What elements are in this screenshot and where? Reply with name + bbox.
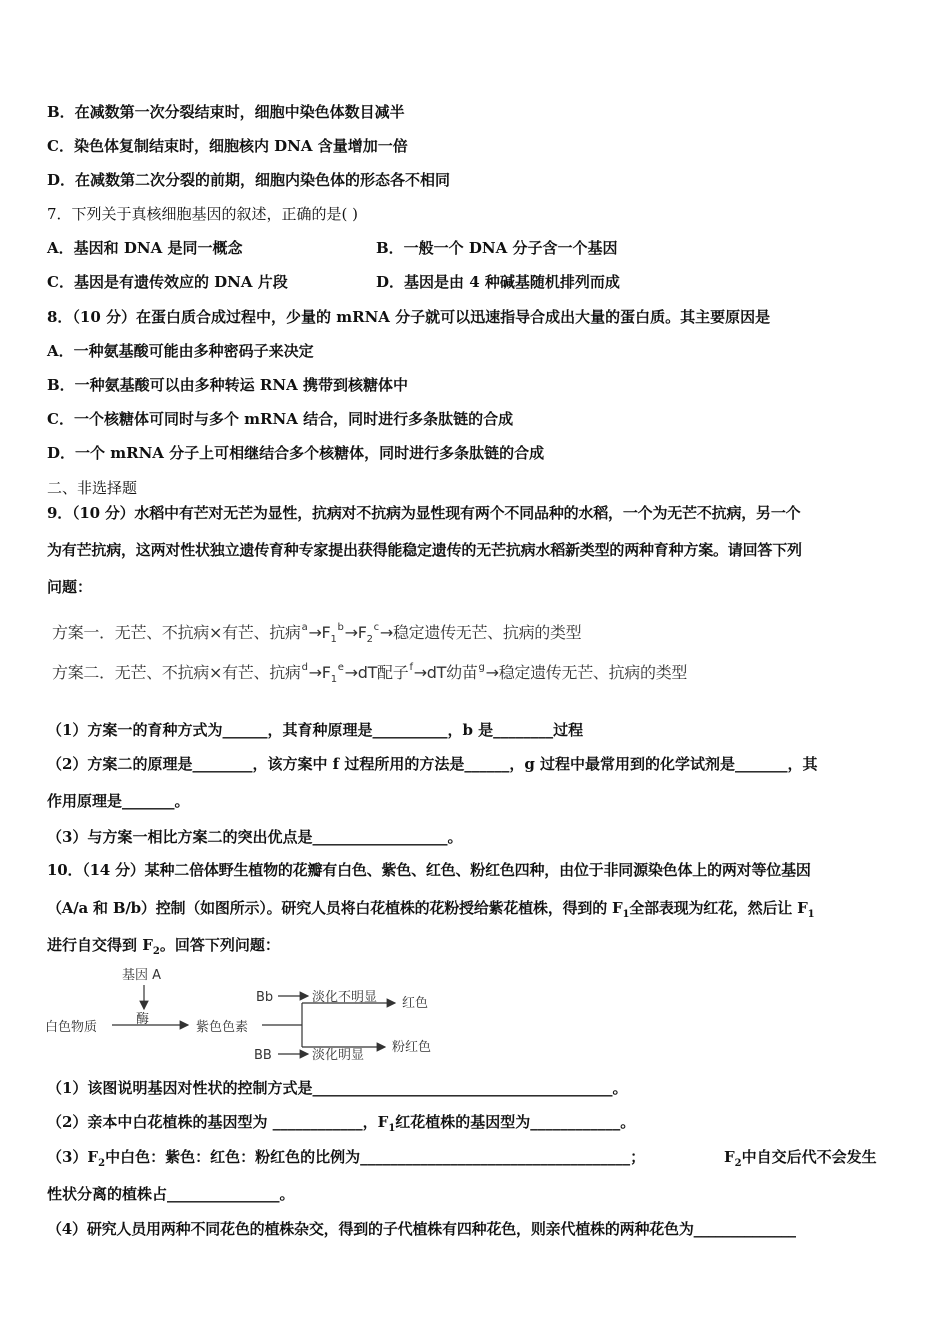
label-bb-het: Bb [256, 990, 274, 1005]
q8-option-a: A．一种氨基酸可能由多种密码子来决定 [47, 342, 314, 360]
q9-scheme-2: 方案二．无芒、不抗病×有芒、抗病$^d\to F_1^e\to dT$配子$^f$→dT幼苗$^g$→稳定遗传无芒、抗病的类型 [52, 662, 688, 685]
option-d-prev: D．在减数第二次分裂的前期，细胞内染色体的形态各不相同 [47, 171, 451, 189]
q7-option-c: C．基因是有遗传效应的 DNA 片段 [47, 273, 288, 291]
label-white-substance: 白色物质 [45, 1020, 98, 1035]
label-purple-pigment: 紫色色素 [196, 1020, 249, 1035]
label-light-clear: 淡化明显 [312, 1048, 365, 1063]
q8-stem: 8．（10 分）在蛋白质合成过程中，少量的 mRNA 分子就可以迅速指导合成出大量的蛋白质。其主要原因是 [47, 308, 771, 326]
q10-sub-2: （2）亲本中白花植株的基因型为 ____________，$F_1$红花植株的基因型为____________。 [47, 1113, 636, 1134]
label-light-unclear: 淡化不明显 [312, 990, 378, 1005]
label-enzyme: 酶 [136, 1012, 150, 1027]
q9-sub-3: （3）与方案一相比方案二的突出优点是__________________。 [47, 828, 463, 846]
q8-option-d: D．一个 mRNA 分子上可相继结合多个核糖体，同时进行多条肽链的合成 [47, 444, 545, 462]
q9-sub-2a: （2）方案二的原理是________，该方案中 f 过程所用的方法是______，g 过程中最常用到的化学试剂是_______，其 [47, 755, 818, 773]
q8-option-b: B．一种氨基酸可以由多种转运 RNA 携带到核糖体中 [47, 376, 408, 394]
q10-line-3: 进行自交得到 $F_2$。回答下列问题： [47, 936, 280, 957]
q10-line-1: 10．（14 分）某种二倍体野生植物的花瓣有白色、紫色、红色、粉红色四种，由位于非同源染色体上的两对等位基因 [47, 861, 811, 879]
q7-option-a: A．基因和 DNA 是同一概念 [47, 239, 243, 257]
label-gene-a: 基因 A [122, 968, 162, 983]
q10-sub-3-right: $F_2$中自交后代不会发生 [724, 1148, 877, 1169]
q10-sub-4: （4）研究人员用两种不同花色的植株杂交，得到的子代植株有四种花色，则亲代植株的两种花色为______________ [47, 1220, 796, 1238]
label-bb-hom: BB [254, 1048, 272, 1063]
q9-sub-2b: 作用原理是_______。 [47, 792, 190, 810]
q10-sub-3b: 性状分离的植株占_______________。 [47, 1185, 295, 1203]
option-c-prev: C．染色体复制结束时，细胞核内 DNA 含量增加一倍 [47, 137, 408, 155]
q10-sub-1: （1）该图说明基因对性状的控制方式是________________________________________。 [47, 1079, 628, 1097]
label-red: 红色 [402, 996, 429, 1011]
q9-line-3: 问题： [47, 578, 93, 596]
q10-line-2: （A/a 和 B/b）控制（如图所示）。研究人员将白花植株的花粉授给紫花植株，得到的 $F_1$全部表现为红花，然后让 $F_1$ [47, 899, 815, 920]
q7-stem: 7．下列关于真核细胞基因的叙述，正确的是( ) [47, 205, 359, 223]
q9-sub-1: （1）方案一的育种方式为______，其育种原理是__________，b 是________过程 [47, 721, 584, 739]
option-b-prev: B．在减数第一次分裂结束时，细胞中染色体数目减半 [47, 103, 405, 121]
q9-scheme-1: 方案一．无芒、不抗病×有芒、抗病$^a\to F_1^b\to F_2^c\to$稳定遗传无芒、抗病的类型 [52, 622, 582, 645]
q9-line-1: 9．（10 分）水稻中有芒对无芒为显性，抗病对不抗病为显性现有两个不同品种的水稻，一个为无芒不抗病，另一个 [47, 504, 801, 522]
q8-option-c: C．一个核糖体可同时与多个 mRNA 结合，同时进行多条肽链的合成 [47, 410, 514, 428]
q9-line-2: 为有芒抗病，这两对性状独立遗传育种专家提出获得能稳定遗传的无芒抗病水稻新类型的两种育种方案。请回答下列 [47, 541, 802, 559]
q10-sub-3: $(3)F_2$中白色：紫色：红色：粉红色的比例为____________________________________； [47, 1148, 646, 1169]
q7-option-b: B．一般一个 DNA 分子含一个基因 [376, 239, 618, 257]
label-pink: 粉红色 [392, 1040, 432, 1055]
q7-option-d: D．基因是由 4 种碱基随机排列而成 [376, 273, 620, 291]
pathway-diagram [40, 965, 460, 1075]
section-title: 二、非选择题 [47, 479, 138, 497]
